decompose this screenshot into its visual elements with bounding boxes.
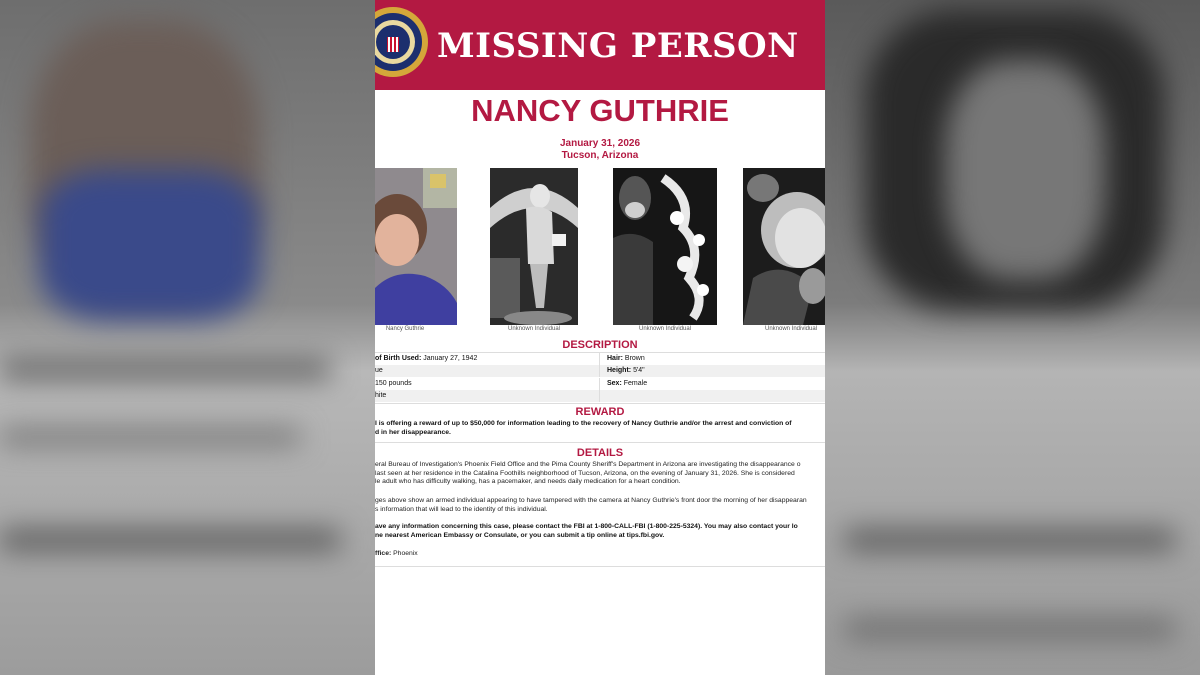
details-paragraph-2: ges above show an armed individual appearing to have tampered with the camera at Nancy Guthrie's front door the morning of her disappearan s information that will lead to the identity of this individual.: [375, 497, 807, 513]
person-name: NANCY GUTHRIE: [471, 93, 729, 128]
photo-caption: Nancy Guthrie: [385, 326, 425, 332]
divider: [375, 566, 825, 567]
description-row: 150 pounds Sex: Female: [375, 378, 825, 390]
reward-heading: REWARD: [575, 406, 625, 418]
banner-title: MISSING PERSON: [437, 26, 799, 66]
incident-location: Tucson, Arizona: [561, 150, 639, 161]
photo-caption: Unknown Individual: [638, 326, 692, 332]
divider: [375, 403, 825, 404]
details-paragraph-1: eral Bureau of Investigation's Phoenix Field Office and the Pima County Sheriff's Department in Arizona are investigating the disappearance o last seen at her residence in the Catalina Foothills neighborhood of Tucson, Arizona, on the evening of January 31, 2026. She is considered le adult who has difficulty walking, has a pacemaker, and needs daily medication for a heart condition.: [375, 461, 801, 486]
photo-unknown-individual-2: [613, 168, 717, 325]
photo-unknown-individual-3: [743, 168, 825, 325]
blurred-background-right: [825, 0, 1200, 675]
missing-person-poster: [375, 0, 825, 675]
photo-caption: Unknown Individual: [764, 326, 818, 332]
description-row: hite: [375, 390, 825, 402]
description-row: of Birth Used: January 27, 1942 Hair: Brown: [375, 353, 825, 365]
photo-caption: Unknown Individual: [507, 326, 561, 332]
photo-unknown-individual-1: [490, 168, 578, 325]
incident-date: January 31, 2026: [559, 138, 641, 149]
reward-text: I is offering a reward of up to $50,000 for information leading to the recovery of Nancy Guthrie and/or the arrest and conviction of d in her disappearance.: [375, 420, 792, 436]
fbi-seal-icon: [375, 6, 429, 78]
details-heading: DETAILS: [576, 447, 624, 459]
poster-banner: [375, 0, 825, 90]
photo-nancy-guthrie: [375, 168, 457, 325]
description-heading: DESCRIPTION: [562, 339, 638, 351]
blurred-background-left: [0, 0, 375, 675]
details-paragraph-3: ave any information concerning this case, please contact the FBI at 1-800-CALL-FBI (1-800-225-5324). You may also contact your lo ne nearest American Embassy or Consulate, or you can submit a tip online at tips.fbi.gov.: [375, 523, 798, 539]
divider: [375, 442, 825, 443]
field-office: ffice: Phoenix: [375, 550, 418, 557]
description-row: ue Height: 5'4": [375, 365, 825, 377]
